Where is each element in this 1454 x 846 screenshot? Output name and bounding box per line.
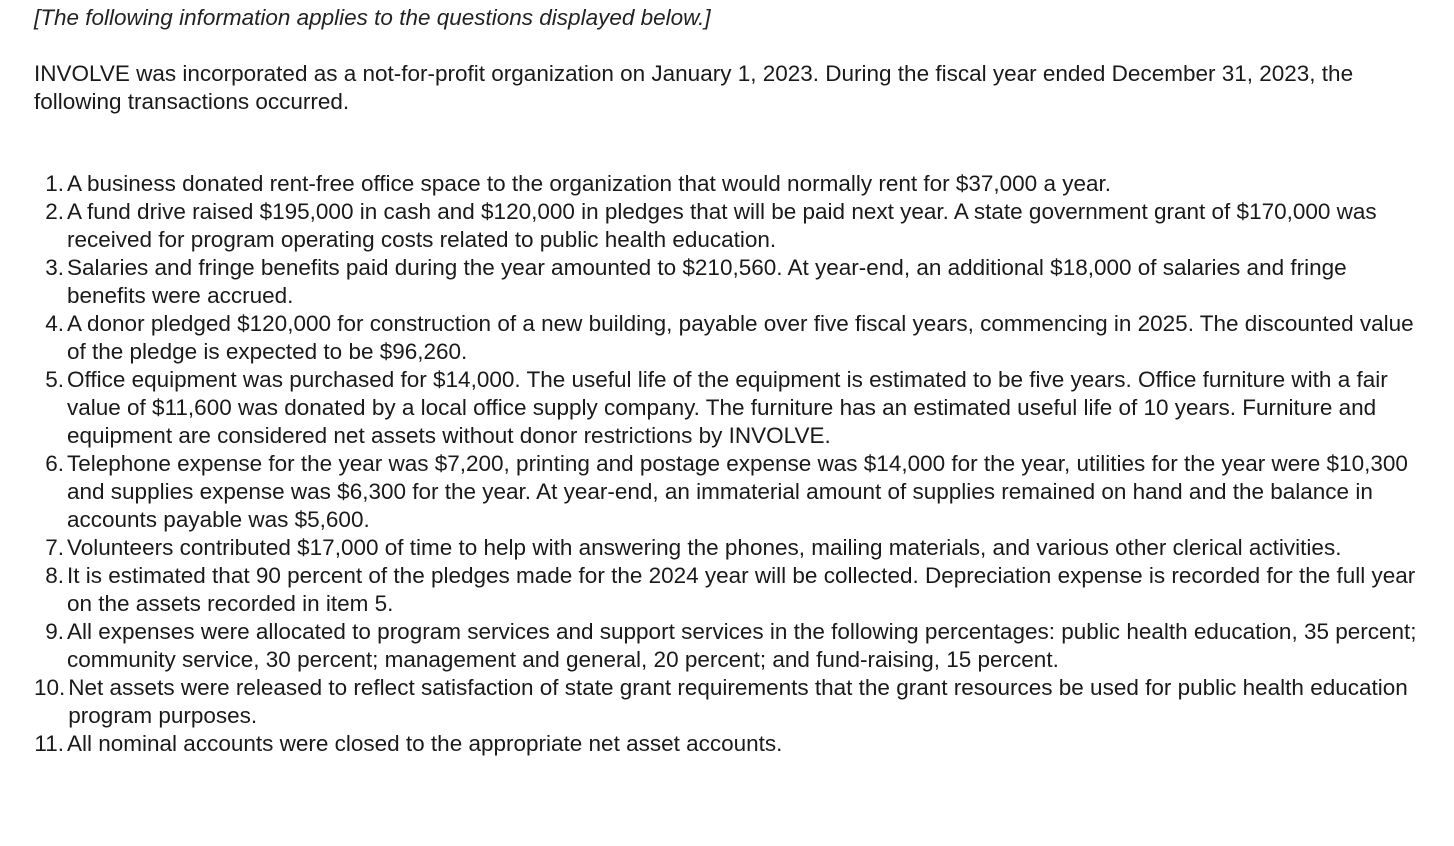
item-number: 11. xyxy=(34,731,64,756)
list-item xyxy=(34,674,1424,730)
item-number: 1. xyxy=(45,171,64,196)
applies-note: [The following information applies to the questions displayed below.] xyxy=(34,5,711,30)
item-text: It is estimated that 90 percent of the pledges made for the 2024 year will be collected. Depreciation expense is recorded for the full year on the assets recorded in item 5. xyxy=(67,563,1416,616)
list-item xyxy=(34,254,1424,310)
list-item xyxy=(34,198,1424,254)
item-number: 3. xyxy=(45,255,64,280)
list-item xyxy=(34,562,1424,618)
intro-paragraph: INVOLVE was incorporated as a not-for-profit organization on January 1, 2023. During the fiscal year ended December 31, 2023, the following transactions occurred. xyxy=(34,61,1354,114)
item-text: Salaries and fringe benefits paid during the year amounted to $210,560. At year-end, an additional $18,000 of salaries and fringe benefits were accrued. xyxy=(67,255,1347,308)
item-number: 6. xyxy=(45,451,64,476)
item-text: A business donated rent-free office space to the organization that would normally rent for $37,000 a year. xyxy=(67,171,1111,196)
item-number: 4. xyxy=(45,311,64,336)
item-number: 5. xyxy=(45,367,64,392)
item-number: 10. xyxy=(34,675,66,700)
item-number: 2. xyxy=(45,199,64,224)
list-item xyxy=(34,450,1424,534)
transactions-list xyxy=(34,170,1424,758)
list-item xyxy=(34,534,1424,562)
list-item xyxy=(34,730,1424,758)
item-text: Office equipment was purchased for $14,000. The useful life of the equipment is estimated to be five years. Office furniture with a fair value of $11,600 was donated by a local office supply company. The furniture has an estimated useful life of 10 years. Furniture and equipment are considered net assets without donor restrictions by INVOLVE. xyxy=(67,367,1388,448)
item-text: Net assets were released to reflect satisfaction of state grant requirements that the grant resources be used for public health education program purposes. xyxy=(68,675,1408,728)
item-number: 8. xyxy=(45,563,64,588)
item-text: All expenses were allocated to program services and support services in the following percentages: public health education, 35 percent; community service, 30 percent; management and general, 20 percent; and fund-raising, 15 percent. xyxy=(67,619,1417,672)
item-number: 9. xyxy=(45,619,64,644)
item-text: Telephone expense for the year was $7,200, printing and postage expense was $14,000 for the year, utilities for the year were $10,300 and supplies expense was $6,300 for the year. At year-end, an immaterial amount of supplies remained on hand and the balance in accounts payable was $5,600. xyxy=(67,451,1408,532)
item-text: A fund drive raised $195,000 in cash and $120,000 in pledges that will be paid next year. A state government grant of $170,000 was received for program operating costs related to public health education. xyxy=(67,199,1377,252)
list-item xyxy=(34,170,1424,198)
item-text: A donor pledged $120,000 for construction of a new building, payable over five fiscal years, commencing in 2025. The discounted value of the pledge is expected to be $96,260. xyxy=(67,311,1414,364)
list-item xyxy=(34,310,1424,366)
item-number: 7. xyxy=(45,535,64,560)
item-text: Volunteers contributed $17,000 of time to help with answering the phones, mailing materials, and various other clerical activities. xyxy=(67,535,1342,560)
list-item xyxy=(34,618,1424,674)
item-text: All nominal accounts were closed to the appropriate net asset accounts. xyxy=(67,731,783,756)
list-item xyxy=(34,366,1424,450)
